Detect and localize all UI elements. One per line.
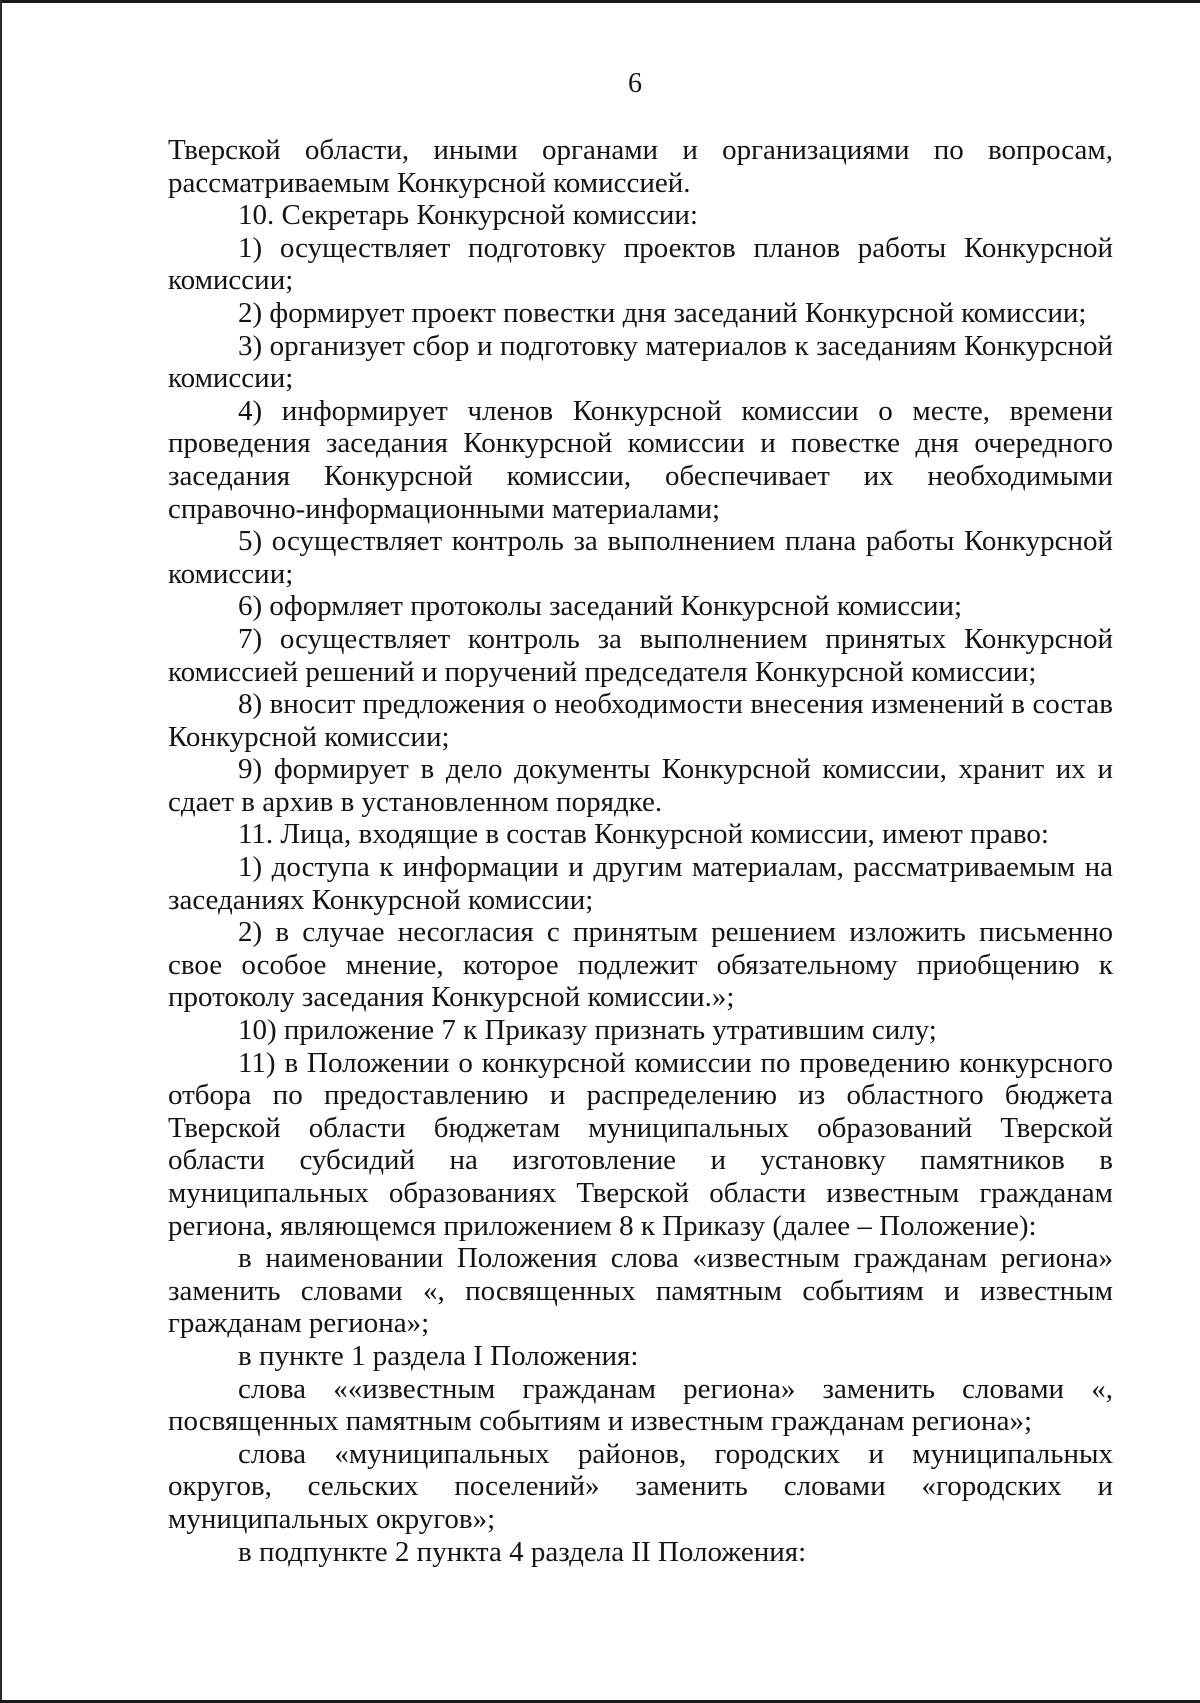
scan-border-left [0,0,2,1703]
paragraph: 1) доступа к информации и другим материалам, рассматриваемым на заседаниях Конкурсной комиссии; [168,851,1113,916]
paragraph: 2) в случае несогласия с принятым решением изложить письменно свое особое мнение, которое подлежит обязательному приобщению к протоколу заседания Конкурсной комиссии.»; [168,916,1113,1014]
paragraph: в подпункте 2 пункта 4 раздела II Положения: [238,1535,807,1568]
page-number: 6 [628,68,642,99]
paragraph: 7) осуществляет контроль за выполнением принятых Конкурсной комиссией решений и поручений председателя Конкурсной комиссии; [168,622,1113,688]
paragraph: 9) формирует в дело документы Конкурсной комиссии, хранит их и сдает в архив в установленном порядке. [168,753,1113,818]
paragraph: 8) вносит предложения о необходимости внесения изменений в состав Конкурсной комиссии; [168,688,1113,753]
paragraph: 11) в Положении о конкурсной комиссии по проведению конкурсного отбора по предоставлению и распределению из областного бюджета Тверской области бюджетам муниципальных образований Тверской области субсидий на изготовление и установку памятников в муниципальных образованиях Тверской области известным гражданам региона, являющемся приложением 8 к Приказу (далее – Положение): [168,1046,1113,1242]
paragraph: 10. Секретарь Конкурсной комиссии: [238,199,698,232]
scan-border-top [0,0,1200,3]
paragraph: слова ««известным гражданам региона» заменить словами «, посвященных памятным событиям и известным гражданам региона»; [168,1372,1113,1438]
paragraph: 3) организует сбор и подготовку материалов к заседаниям Конкурсной комиссии; [168,329,1113,395]
paragraph: в пункте 1 раздела I Положения: [238,1339,639,1372]
paragraph: 6) оформляет протоколы заседаний Конкурсной комиссии; [238,590,963,623]
paragraph: слова «муниципальных районов, городских и муниципальных округов, сельских поселений» заменить словами «городских и муниципальных округов»; [168,1437,1113,1535]
paragraph: 4) информирует членов Конкурсной комиссии о месте, времени проведения заседания Конкурсной комиссии и повестке дня очередного заседания Конкурсной комиссии, обеспечивает их необходимыми справочно-информационными материалами; [168,394,1113,525]
paragraph: 1) осуществляет подготовку проектов планов работы Конкурсной комиссии; [168,231,1113,297]
paragraph: 2) формирует проект повестки дня заседаний Конкурсной комиссии; [238,296,1087,329]
paragraph: 11. Лица, входящие в состав Конкурсной комиссии, имеют право: [238,818,1049,851]
paragraph: 5) осуществляет контроль за выполнением плана работы Конкурсной комиссии; [168,525,1113,590]
paragraph: в наименовании Положения слова «известным гражданам региона» заменить словами «, посвященных памятным событиям и известным гражданам региона»; [168,1242,1113,1340]
document-body [168,134,1113,1568]
paragraph: 10) приложение 7 к Приказу признать утратившим силу; [238,1014,937,1047]
paragraph: Тверской области, иными органами и организациями по вопросам, рассматриваемым Конкурсной комиссией. [168,134,1113,199]
